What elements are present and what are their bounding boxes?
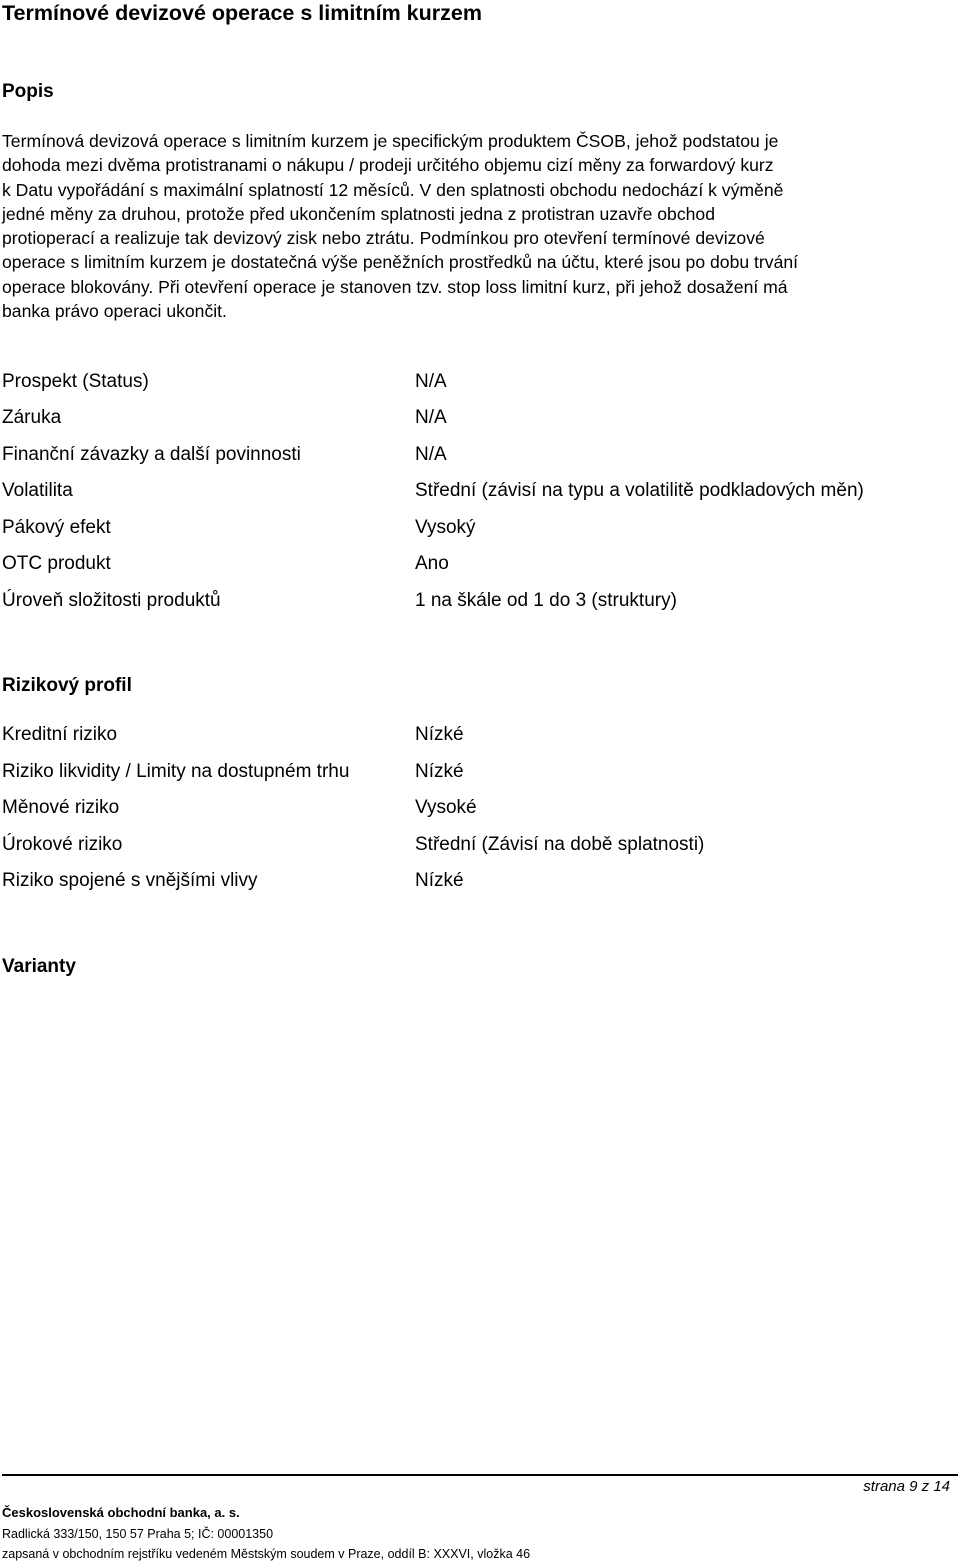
risk-label: Měnové riziko [2,797,120,818]
description-line: k Datu vypořádání s maximální splatností 12 měsíců. V den splatnosti obchodu nedochází k výměně [2,179,784,200]
description-line: Termínová devizová operace s limitním kurzem je specifickým produktem ČSOB, jehož podstatou je [2,131,779,151]
property-label: Záruka [2,407,62,428]
description-line: banka právo operaci ukončit. [2,301,227,322]
risk-value: Nízké [415,870,464,891]
property-value: 1 na škále od 1 do 3 (struktury) [415,590,677,611]
description-line: operace blokovány. Při otevření operace je stanoven tzv. stop loss limitní kurz, při jehož dosažení má [2,276,788,297]
property-label: Pákový efekt [2,517,111,538]
footer-bank-name: Československá obchodní banka, a. s. [2,1505,240,1520]
risk-label: Riziko likvidity / Limity na dostupném trhu [2,761,350,782]
description-line: protioperací a realizuje tak devizový zisk nebo ztrátu. Podmínkou pro otevření termínové devizové [2,228,765,249]
property-label: Volatilita [2,480,73,501]
risk-value: Střední (Závisí na době splatnosti) [415,834,705,855]
property-value: N/A [415,444,447,465]
risk-value: Vysoké [415,797,477,818]
description-paragraph [2,129,957,323]
document-title: Termínové devizové operace s limitním kurzem [2,1,482,25]
property-label: Finanční závazky a další povinnosti [2,444,301,465]
section-heading-variants: Varianty [2,956,76,977]
risk-label: Riziko spojené s vnějšími vlivy [2,870,258,891]
footer-address: Radlická 333/150, 150 57 Praha 5; IČ: 00001350 [2,1527,274,1541]
description-line: dohoda mezi dvěma protistranami o nákupu / prodeji určitého objemu cizí měny za forwardový kurz [2,155,774,176]
description-line: jedné měny za druhou, protože před ukončením splatnosti jedna z protistran uzavře obchod [2,203,715,224]
risk-value: Nízké [415,761,464,782]
property-label: OTC produkt [2,553,111,574]
property-label: Úroveň složitosti produktů [2,590,221,611]
risk-value: Nízké [415,724,464,745]
property-value: Ano [415,553,449,574]
section-heading-popis: Popis [2,81,54,102]
section-heading-risk-profile: Rizikový profil [2,675,132,696]
footer-divider [2,1474,958,1476]
risk-label: Kreditní riziko [2,724,118,745]
property-value: N/A [415,371,447,392]
property-value: Střední (závisí na typu a volatilitě podkladových měn) [415,480,864,501]
property-value: Vysoký [415,517,476,538]
risk-label: Úrokové riziko [2,834,123,855]
page-number: strana 9 z 14 [863,1478,950,1495]
footer-registration: zapsaná v obchodním rejstříku vedeném Městským soudem v Praze, oddíl B: XXXVI, vložka 46 [2,1547,531,1561]
property-label: Prospekt (Status) [2,371,149,392]
property-value: N/A [415,407,447,428]
description-line: operace s limitním kurzem je dostatečná výše peněžních prostředků na účtu, které jsou po dobu trvání [2,252,799,273]
